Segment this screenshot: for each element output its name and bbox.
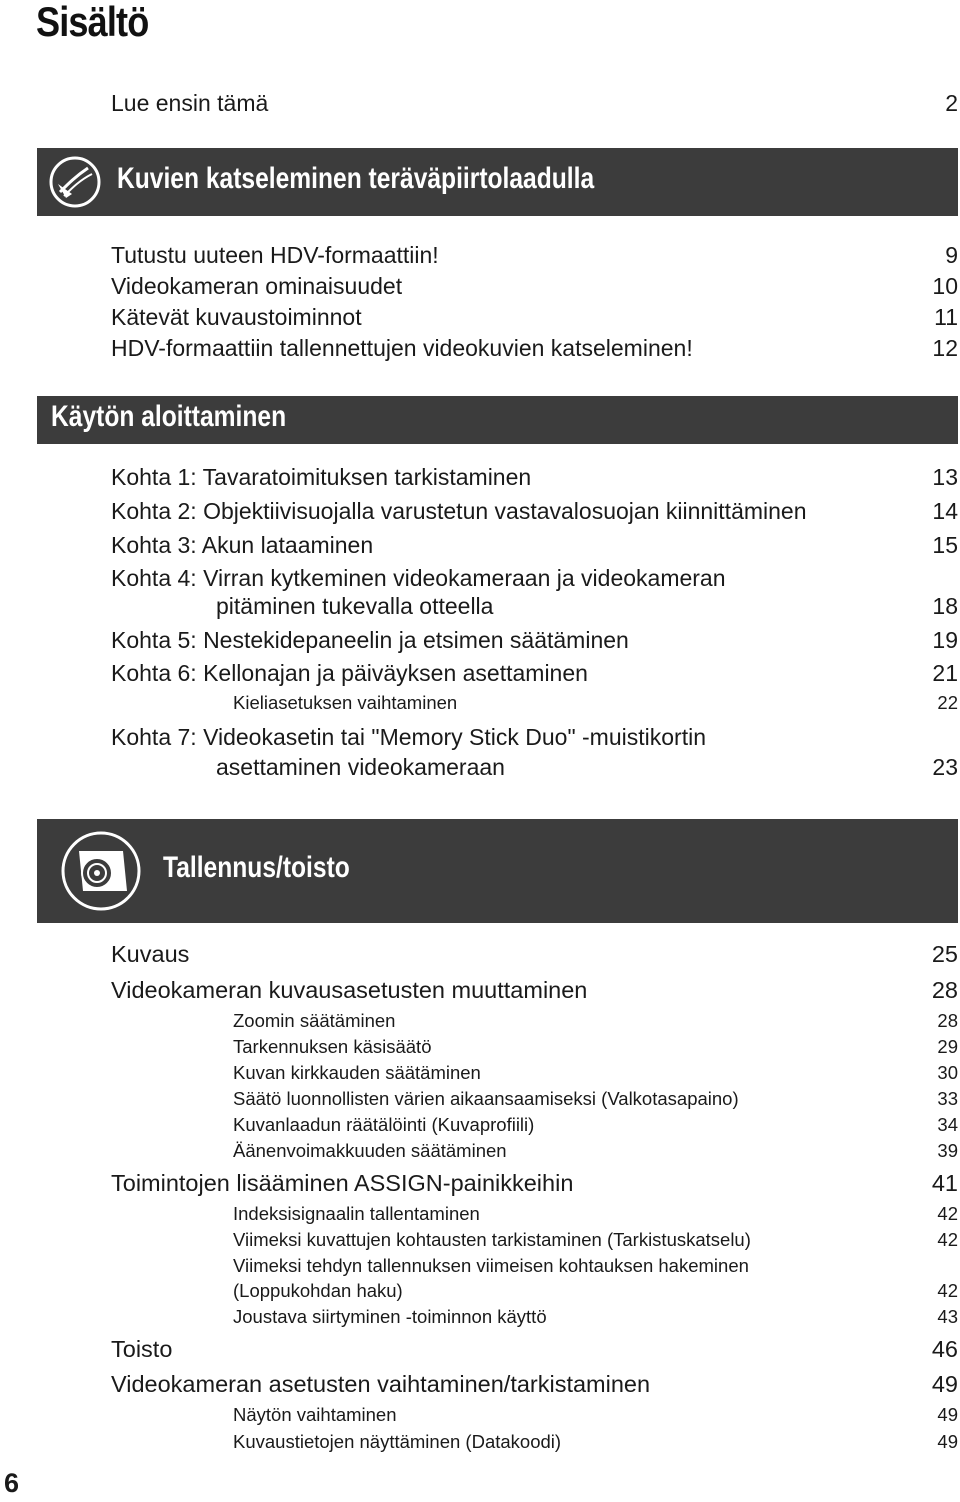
toc-page-number: 21 xyxy=(932,660,958,686)
hd-viewing-icon xyxy=(46,154,104,215)
toc-entry[interactable] xyxy=(111,941,958,973)
toc-subentry[interactable] xyxy=(233,1010,958,1036)
toc-entry[interactable] xyxy=(111,335,958,365)
toc-entry-label: Videokameran asetusten vaihtaminen/tarkistaminen xyxy=(111,1371,651,1397)
toc-entry-label: HDV-formaattiin tallennettujen videokuvien katseleminen! xyxy=(111,335,693,361)
toc-page-number: 39 xyxy=(937,1140,958,1161)
toc-page-number: 12 xyxy=(932,335,958,361)
toc-entry[interactable] xyxy=(216,754,958,784)
toc-entry-label: Videokameran ominaisuudet xyxy=(111,273,403,299)
section-header-getting-started xyxy=(37,396,958,444)
toc-entry-intro[interactable] xyxy=(111,90,958,120)
toc-subentry[interactable] xyxy=(233,1229,958,1255)
toc-page-number: 46 xyxy=(931,1336,958,1362)
toc-entry-label: Zoomin säätäminen xyxy=(233,1010,396,1031)
toc-entry-label: Toisto xyxy=(111,1336,173,1362)
toc-page-number: 14 xyxy=(932,498,958,524)
toc-page-number: 28 xyxy=(931,977,958,1003)
toc-entry-label: Kuvan kirkkauden säätäminen xyxy=(233,1062,481,1083)
toc-entry-label: Kuvaus xyxy=(111,941,190,967)
toc-entry-label: Kohta 1: Tavaratoimituksen tarkistaminen xyxy=(111,464,532,490)
toc-page-number: 28 xyxy=(937,1010,958,1031)
toc-page-number: 29 xyxy=(937,1036,958,1057)
toc-entry-label: Indeksisignaalin tallentaminen xyxy=(233,1203,480,1224)
toc-subentry[interactable] xyxy=(233,1088,958,1114)
toc-entry-label: Näytön vaihtaminen xyxy=(233,1404,397,1425)
toc-subentry[interactable] xyxy=(233,1431,958,1457)
toc-entry-label: Kuvaustietojen näyttäminen (Datakoodi) xyxy=(233,1431,562,1452)
toc-subentry[interactable] xyxy=(233,692,958,718)
toc-page-number: 2 xyxy=(945,90,958,116)
toc-entry-label: Tarkennuksen käsisäätö xyxy=(233,1036,432,1057)
toc-page-number: 30 xyxy=(937,1062,958,1083)
toc-entry-label: pitäminen tukevalla otteella xyxy=(216,593,494,619)
page-number: 6 xyxy=(4,1468,20,1498)
toc-entry-label: Toimintojen lisääminen ASSIGN-painikkeihin xyxy=(111,1170,574,1196)
toc-entry-label: Videokameran kuvausasetusten muuttaminen xyxy=(111,977,588,1003)
toc-page-number: 43 xyxy=(937,1306,958,1327)
toc-entry[interactable] xyxy=(111,660,958,690)
toc-subentry[interactable] xyxy=(233,1036,958,1062)
toc-page-number: 11 xyxy=(934,304,958,330)
toc-page-number: 49 xyxy=(937,1431,958,1452)
toc-entry-label: Säätö luonnollisten värien aikaansaamiseksi (Valkotasapaino) xyxy=(233,1088,739,1109)
toc-subentry[interactable] xyxy=(233,1280,958,1306)
toc-entry-label: Kuvanlaadun räätälöinti (Kuvaprofiili) xyxy=(233,1114,535,1135)
toc-entry-label: Kohta 2: Objektiivisuojalla varustetun vastavalosuojan kiinnittäminen xyxy=(111,498,807,524)
toc-entry-label-line1: Kohta 7: Videokasetin tai "Memory Stick Duo" -muistikortin xyxy=(111,724,706,750)
toc-page-number: 42 xyxy=(937,1203,958,1224)
toc-entry-label: Lue ensin tämä xyxy=(111,90,269,116)
toc-subentry[interactable] xyxy=(233,1404,958,1430)
toc-entry-label: Kohta 3: Akun lataaminen xyxy=(111,532,374,558)
section-title: Kuvien katseleminen teräväpiirtolaadulla xyxy=(117,162,595,195)
toc-subentry[interactable] xyxy=(233,1114,958,1140)
toc-entry[interactable] xyxy=(111,304,958,334)
toc-page-number: 9 xyxy=(945,242,958,268)
toc-page-number: 19 xyxy=(932,627,958,653)
toc-page-number: 13 xyxy=(932,464,958,490)
toc-subentry[interactable] xyxy=(233,1140,958,1166)
toc-entry[interactable] xyxy=(111,242,958,272)
toc-subentry[interactable] xyxy=(233,1062,958,1088)
toc-entry-label: Tutustu uuteen HDV-formaattiin! xyxy=(111,242,439,268)
toc-page-number: 49 xyxy=(937,1404,958,1425)
toc-entry-label-line1: Viimeksi tehdyn tallennuksen viimeisen kohtauksen hakeminen xyxy=(233,1255,749,1276)
toc-page-number: 18 xyxy=(932,593,958,619)
toc-entry-label: Kohta 6: Kellonajan ja päiväyksen asettaminen xyxy=(111,660,588,686)
toc-entry-label: (Loppukohdan haku) xyxy=(233,1280,403,1301)
toc-entry[interactable] xyxy=(111,1371,958,1403)
toc-entry[interactable] xyxy=(111,1336,958,1368)
toc-page-number: 23 xyxy=(932,754,958,780)
toc-entry[interactable] xyxy=(111,498,958,528)
section-header-hd-viewing xyxy=(37,148,958,216)
page-title: Sisältö xyxy=(36,0,149,45)
toc-entry-label-line1: Kohta 4: Virran kytkeminen videokameraan ja videokameran xyxy=(111,565,726,591)
toc-entry[interactable] xyxy=(111,532,958,562)
toc-entry[interactable] xyxy=(216,593,958,623)
toc-page-number: 34 xyxy=(937,1114,958,1135)
toc-page-number: 15 xyxy=(932,532,958,558)
toc-entry[interactable] xyxy=(111,627,958,657)
camera-lens-icon xyxy=(57,829,147,918)
section-title: Käytön aloittaminen xyxy=(51,400,287,433)
toc-page-number: 42 xyxy=(937,1280,958,1301)
toc-page-number: 10 xyxy=(932,273,958,299)
toc-entry-label: Viimeksi kuvattujen kohtausten tarkistaminen (Tarkistuskatselu) xyxy=(233,1229,751,1250)
toc-subentry[interactable] xyxy=(233,1306,958,1332)
toc-entry[interactable] xyxy=(111,273,958,303)
toc-entry-label: asettaminen videokameraan xyxy=(216,754,505,780)
toc-entry-label: Kätevät kuvaustoiminnot xyxy=(111,304,362,330)
toc-entry-label: Äänenvoimakkuuden säätäminen xyxy=(233,1140,507,1161)
toc-page-number: 49 xyxy=(931,1371,958,1397)
toc-page-number: 25 xyxy=(931,941,958,967)
toc-entry-label: Kieliasetuksen vaihtaminen xyxy=(233,692,458,713)
toc-page-number: 41 xyxy=(931,1170,958,1196)
toc-entry[interactable] xyxy=(111,977,958,1009)
toc-page-number: 33 xyxy=(937,1088,958,1109)
toc-entry-label: Kohta 5: Nestekidepaneelin ja etsimen säätäminen xyxy=(111,627,629,653)
toc-page-number: 42 xyxy=(937,1229,958,1250)
section-title: Tallennus/toisto xyxy=(163,851,350,884)
toc-entry[interactable] xyxy=(111,1170,958,1202)
toc-entry-label: Joustava siirtyminen -toiminnon käyttö xyxy=(233,1306,547,1327)
toc-page-number: 22 xyxy=(937,692,958,713)
toc-entry[interactable] xyxy=(111,464,958,494)
toc-subentry[interactable] xyxy=(233,1203,958,1229)
section-header-recording-playback xyxy=(37,819,958,923)
